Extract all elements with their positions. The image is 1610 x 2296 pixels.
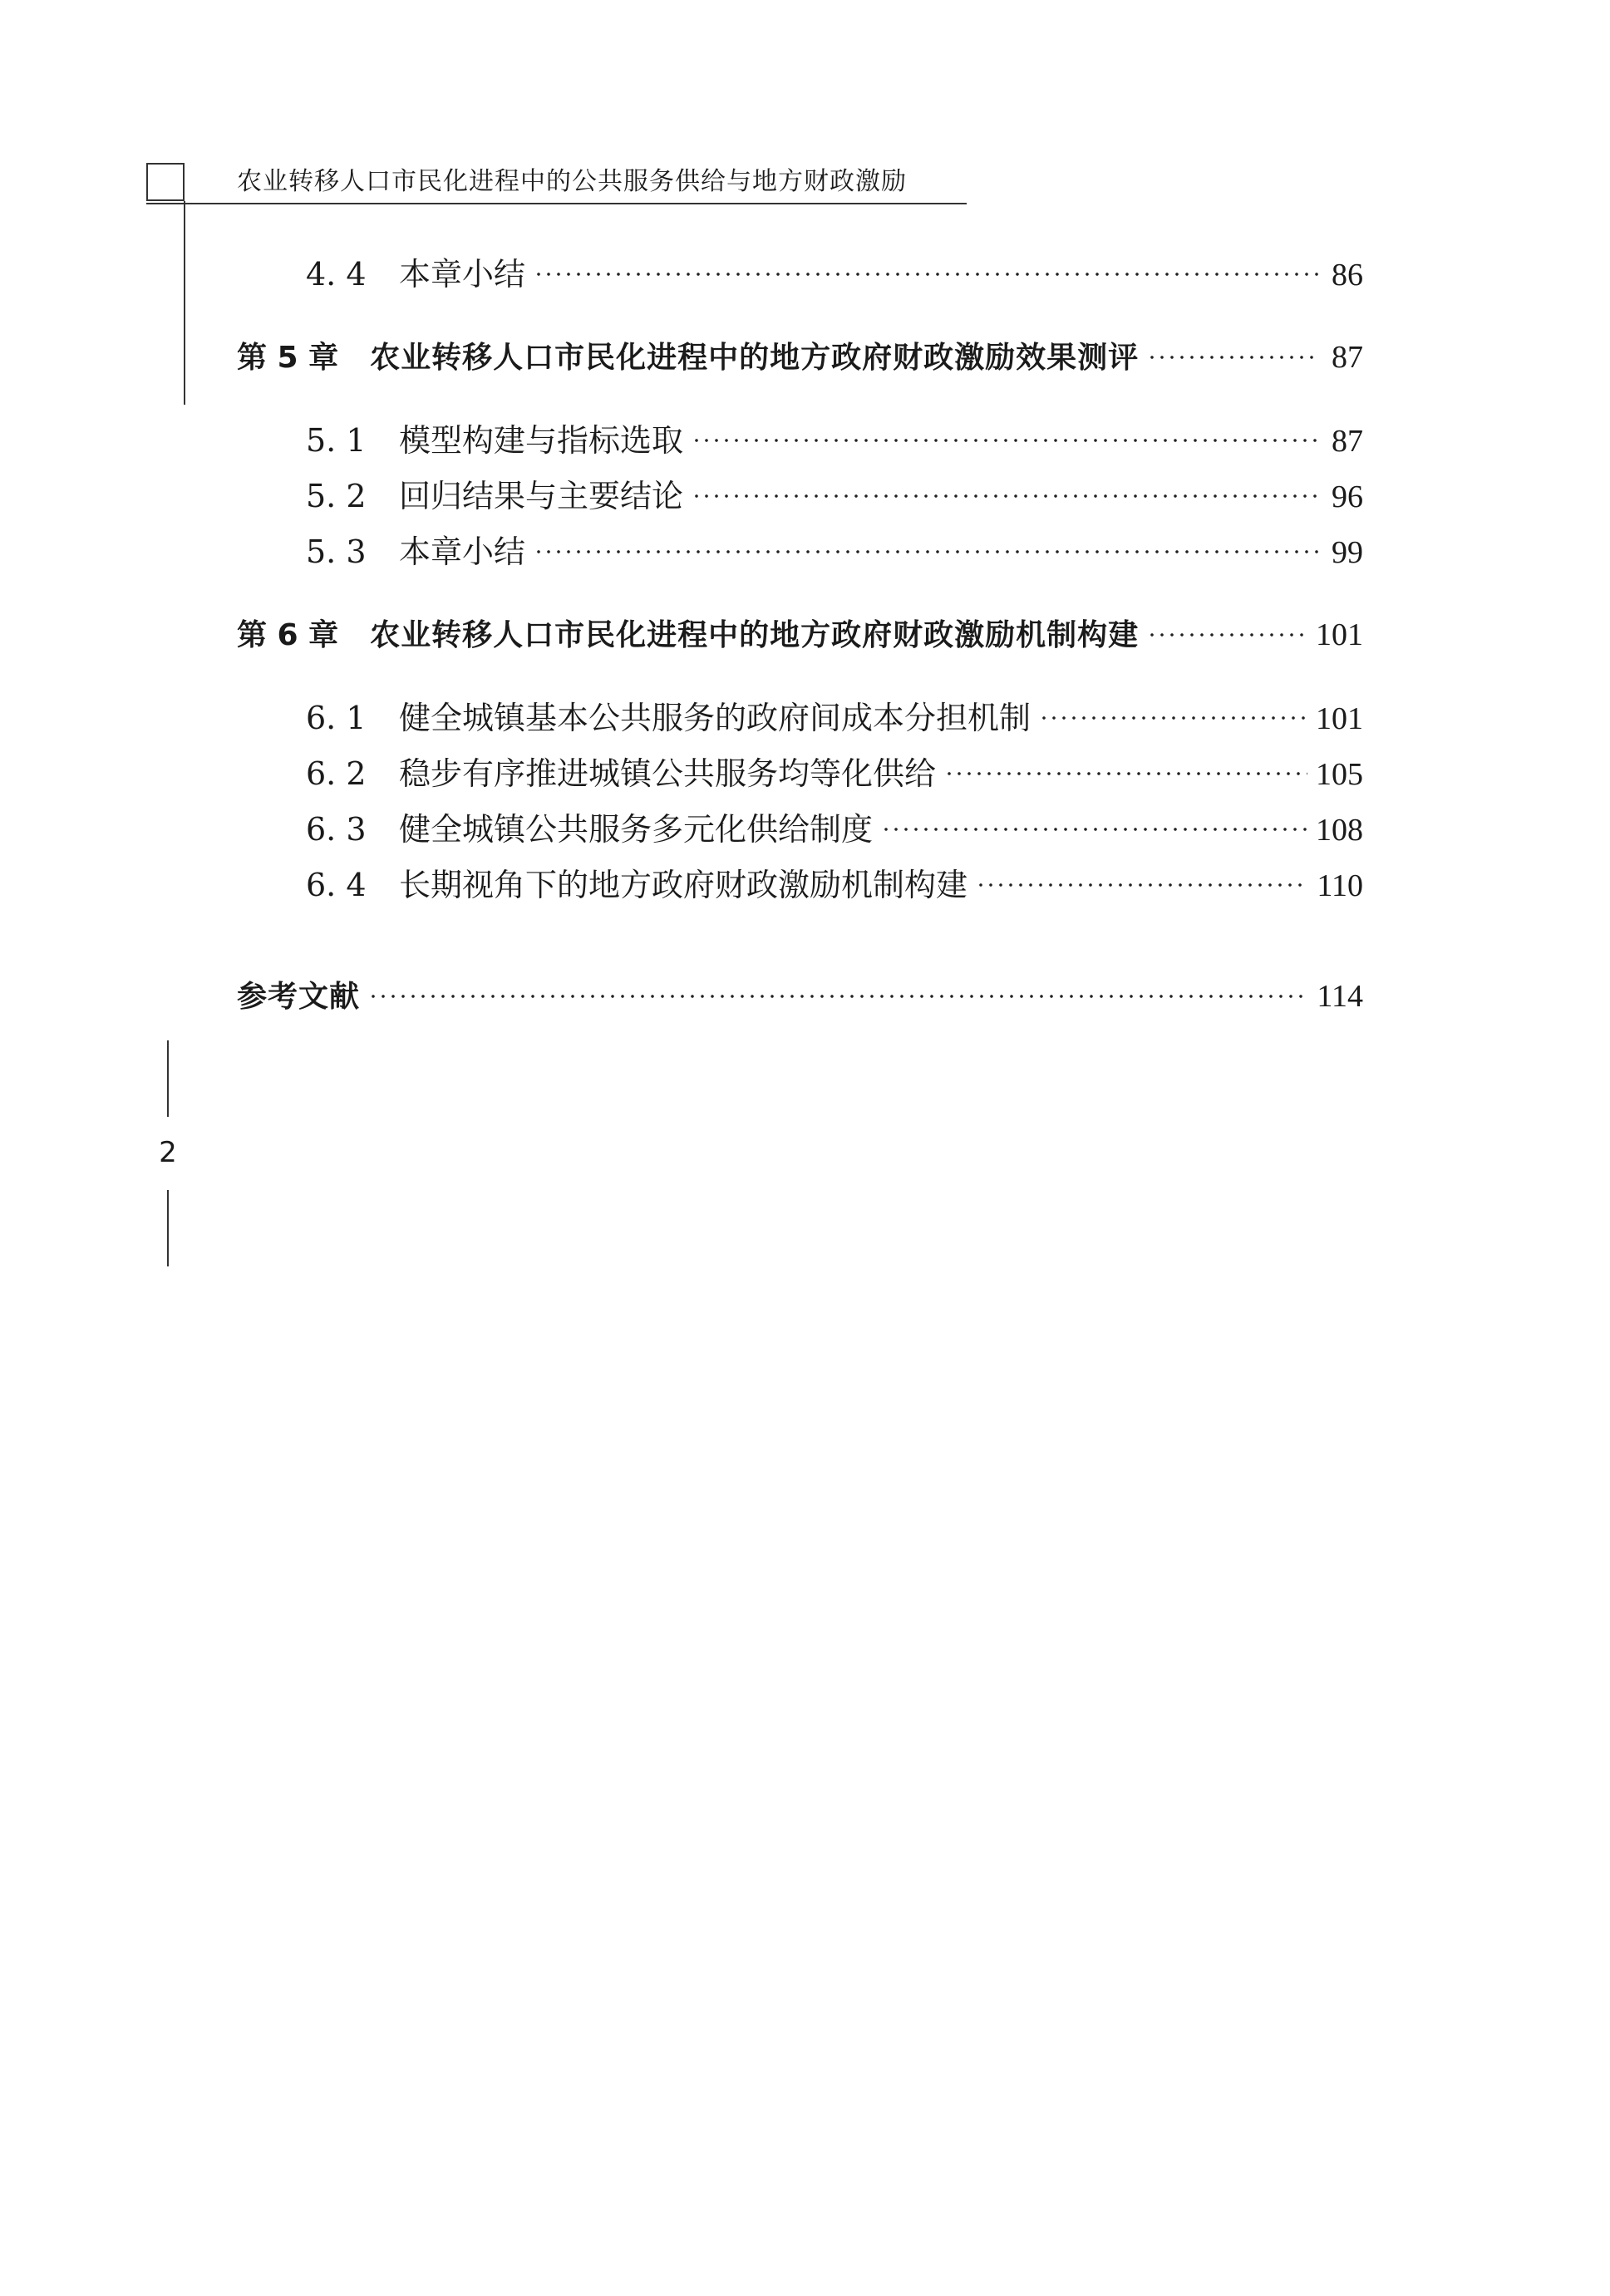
toc-entry-5-3[interactable] <box>306 529 1363 574</box>
toc-entry-chapter-5[interactable] <box>237 335 1363 380</box>
page-number: 2 <box>159 1136 177 1169</box>
toc-entry-page: 101 <box>1316 701 1363 736</box>
toc-entry-chapter-6[interactable] <box>237 612 1363 657</box>
toc-entry-page: 101 <box>1316 617 1363 652</box>
dot-leader <box>534 546 1318 558</box>
toc-entry-page: 87 <box>1332 340 1363 375</box>
toc-entry-6-1[interactable] <box>306 696 1363 740</box>
toc-entry-title: 本章小结 <box>399 533 526 570</box>
dot-leader <box>1039 712 1307 724</box>
toc-entry-page: 99 <box>1332 535 1363 570</box>
toc-entry-references[interactable] <box>237 974 1363 1019</box>
dot-leader <box>534 268 1318 280</box>
folio-rule-top <box>167 1040 169 1117</box>
toc-entry-title: 健全城镇基本公共服务的政府间成本分担机制 <box>399 700 1031 736</box>
toc-entry-5-1[interactable] <box>306 418 1363 463</box>
toc-entry-page: 108 <box>1316 813 1363 848</box>
toc-entry-page: 96 <box>1332 479 1363 514</box>
toc-entry-6-2[interactable] <box>306 751 1363 796</box>
toc-entry-number: 5. 2 <box>306 478 367 514</box>
toc-entry-page: 110 <box>1317 868 1363 903</box>
toc-entry-title: 模型构建与指标选取 <box>399 422 684 459</box>
dot-leader <box>1147 352 1318 363</box>
dot-leader <box>692 490 1318 502</box>
header-rule <box>146 203 967 204</box>
toc-entry-number: 5. 3 <box>306 533 367 570</box>
toc-chapter-number: 第 5 章 <box>237 341 339 375</box>
toc-chapter-title: 农业转移人口市民化进程中的地方政府财政激励机制构建 <box>370 618 1140 652</box>
dot-leader <box>944 768 1307 779</box>
toc-entry-title: 健全城镇公共服务多元化供给制度 <box>399 811 874 848</box>
header-vertical-rule <box>184 201 185 405</box>
toc-entry-title: 本章小结 <box>399 256 526 293</box>
toc-entry-6-3[interactable] <box>306 807 1363 852</box>
toc-entry-title: 长期视角下的地方政府财政激励机制构建 <box>399 867 968 903</box>
dot-leader <box>881 824 1307 835</box>
toc-references-title: 参考文献 <box>237 980 361 1014</box>
toc-entry-page: 114 <box>1317 979 1363 1014</box>
running-title: 农业转移人口市民化进程中的公共服务供给与地方财政激励 <box>237 167 907 196</box>
folio-rule-bottom <box>167 1190 169 1266</box>
toc-entry-5-2[interactable] <box>306 474 1363 519</box>
toc-chapter-number: 第 6 章 <box>237 618 339 652</box>
dot-leader <box>976 879 1308 891</box>
toc-entry-page: 87 <box>1332 424 1363 459</box>
dot-leader <box>1147 629 1307 641</box>
toc-entry-number: 6. 1 <box>306 700 367 736</box>
toc-entry-number: 6. 4 <box>306 867 367 903</box>
toc-entry-number: 4. 4 <box>306 256 367 293</box>
toc-entry-number: 5. 1 <box>306 422 367 459</box>
dot-leader <box>368 991 1308 1002</box>
toc-chapter-title: 农业转移人口市民化进程中的地方政府财政激励效果测评 <box>370 341 1140 375</box>
toc-entry-number: 6. 2 <box>306 755 367 792</box>
dot-leader <box>692 435 1318 446</box>
header-corner-box <box>146 163 185 201</box>
toc-entry-4-4[interactable] <box>306 252 1363 297</box>
toc-entry-page: 86 <box>1332 258 1363 293</box>
toc-entry-title: 回归结果与主要结论 <box>399 478 684 514</box>
toc-entry-title: 稳步有序推进城镇公共服务均等化供给 <box>399 755 937 792</box>
toc-entry-6-4[interactable] <box>306 863 1363 907</box>
toc-entry-page: 105 <box>1316 757 1363 792</box>
toc-entry-number: 6. 3 <box>306 811 367 848</box>
